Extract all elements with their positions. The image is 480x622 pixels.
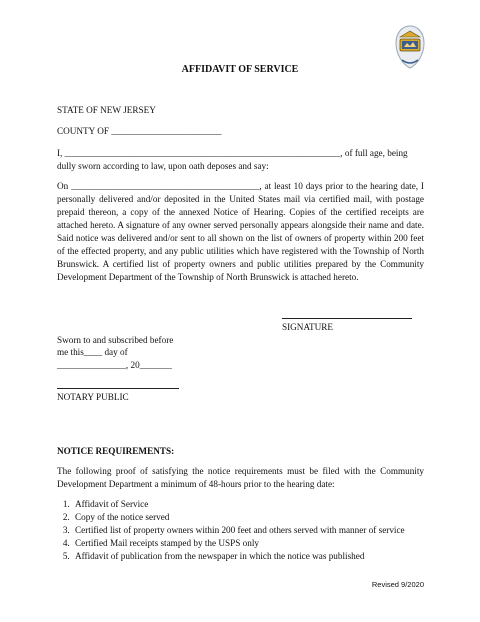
notice-heading: NOTICE REQUIREMENTS: — [57, 446, 175, 456]
sworn-line-2: me this____ day of — [57, 347, 128, 357]
list-item: 4. Certified Mail receipts stamped by the USPS only — [72, 537, 427, 550]
notary-line — [57, 388, 179, 389]
document-title: AFFIDAVIT OF SERVICE — [181, 64, 299, 75]
notary-label: NOTARY PUBLIC — [57, 392, 129, 402]
signature-line — [282, 318, 412, 319]
list-item: 3. Certified list of property owners within 200 feet and others served with manner of service — [72, 524, 427, 537]
requirements-list — [57, 498, 427, 563]
oath-line-2: dully sworn according to law, upon oath deposes and say: — [57, 161, 269, 171]
county-line: COUNTY OF ________________________ — [57, 126, 222, 136]
state-line: STATE OF NEW JERSEY — [57, 105, 156, 115]
notice-intro: The following proof of satisfying the notice requirements must be filed with the Community Development Department a minimum of 48-hours prior to the hearing date: — [57, 466, 424, 489]
list-item: 1. Affidavit of Service — [72, 498, 427, 511]
sworn-line-1: Sworn to and subscribed before — [57, 335, 174, 345]
oath-line-1: I, ____________________________________________________________, of full age, being — [57, 148, 408, 158]
service-paragraph: On _________________________________________, at least 10 days prior to the hearing date, I personally delivered and/or deposited in the United States mail via certified mail, with postage prepaid thereon, a copy of the annexed Notice of Hearing. Copies of the certified receipts are attached hereto. A signature of any owner served personally appears alongside their name and date. Said notice was delivered and/or sent to all shown on the list of owners of property within 200 feet of the effected property, and any public utilities which have registered with the Township of North Brunswick. A certified list of property owners and public utilities prepared by the Community Development Department of the Township of North Brunswick is attached hereto. — [57, 181, 424, 282]
list-item: 2. Copy of the notice served — [72, 511, 427, 524]
revision-note: Revised 9/2020 — [371, 580, 424, 589]
signature-label: SIGNATURE — [282, 322, 334, 332]
sworn-line-3: _______________, 20_______ — [57, 360, 172, 370]
list-item: 5. Affidavit of publication from the newspaper in which the notice was published — [72, 550, 427, 563]
